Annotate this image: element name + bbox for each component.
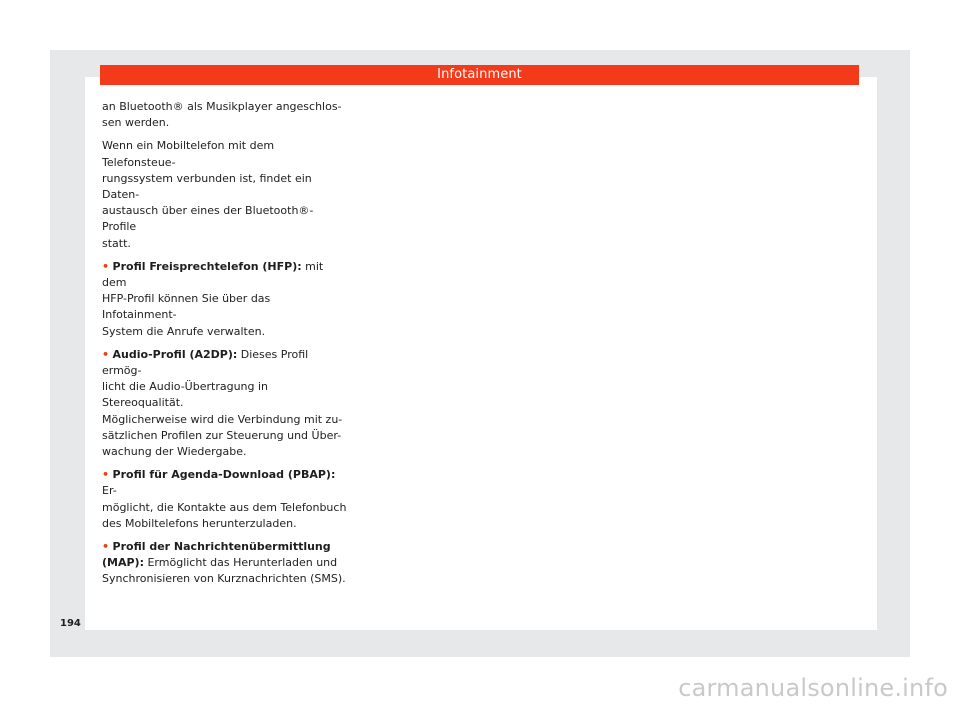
bullet-term: Profil Freisprechtelefon (HFP): [112,259,302,273]
bullet-text: Er- möglicht, die Kontakte aus dem Telefonbuch des Mobiltelefons herunterzuladen. [102,484,347,530]
watermark[interactable]: carmanualsonline.info [678,674,948,702]
bullet-term: Profil für Agenda-Download (PBAP): [112,468,336,482]
bullet-term: Profil der Nachrichtenübermittlung (MAP): [102,540,331,570]
bullet-icon: • [102,259,110,273]
bullet-term: Audio-Profil (A2DP): [112,347,238,361]
section-header: Infotainment [100,65,859,85]
bullet-pbap [102,467,347,532]
bullet-text: mit dem HFP-Profil können Sie über das Infotainment- System die Anrufe verwalten. [102,259,324,338]
bullet-a2dp [102,347,347,460]
bullet-icon: • [102,468,110,482]
text-column [102,99,347,595]
paragraph-data-exchange: Wenn ein Mobiltelefon mit dem Telefonsteue- rungssystem verbunden ist, findet ein Daten- austausch über eines der Bluetooth®-Profile statt. [102,139,314,250]
paragraph-bluetooth-player: an Bluetooth® als Musikplayer angeschlos- sen werden. [102,100,342,130]
bullet-text: Ermöglicht das Herunterladen und Synchronisieren von Kurznachrichten (SMS). [102,556,346,586]
bullet-text: Dieses Profil ermög- licht die Audio-Übertragung in Stereoqualität. Möglicherweise wird die Verbindung mit zu- sätzlichen Profilen zur Steuerung und Über- wachung der Wiedergabe. [102,347,343,459]
bullet-icon: • [102,540,110,554]
bullet-hfp [102,259,347,340]
bullet-icon: • [102,347,110,361]
bullet-map [102,539,347,588]
page-number: 194 [60,618,81,629]
